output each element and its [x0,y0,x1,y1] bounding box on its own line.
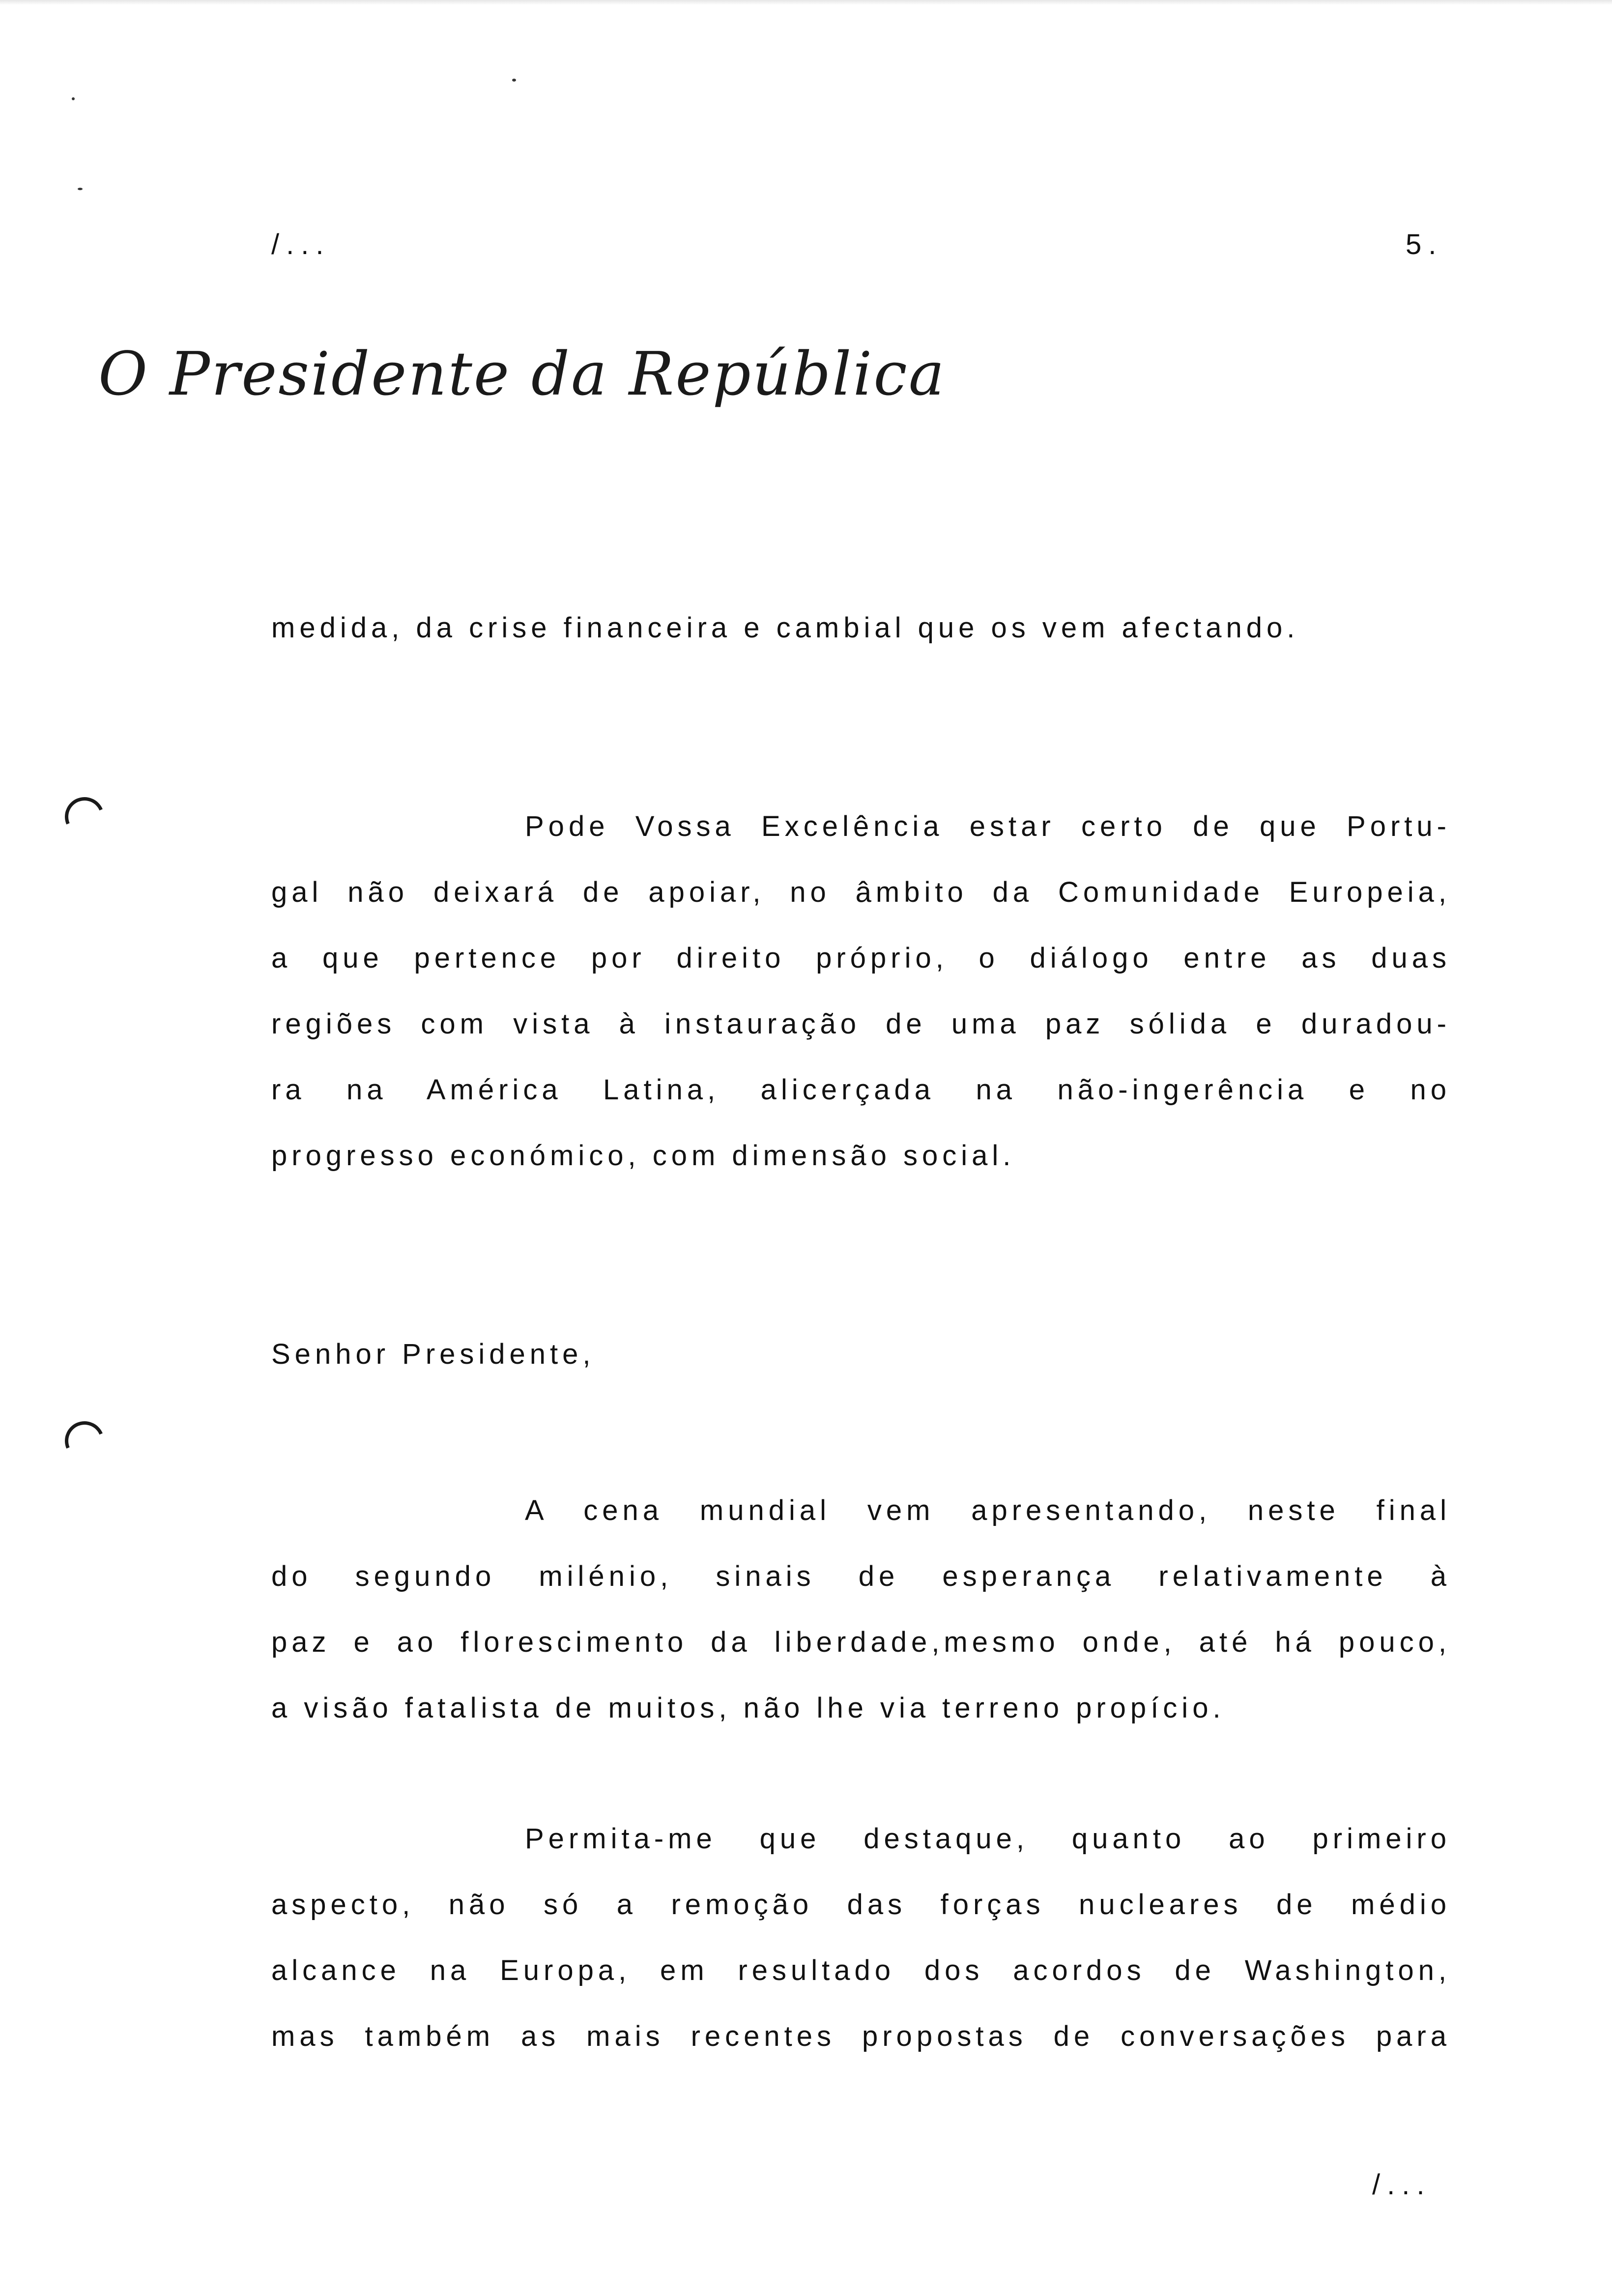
paragraph-line: paz e ao florescimento da liberdade,mesmo onde, até há pouco, [271,1626,1451,1658]
scan-speck [512,79,516,82]
continuation-marker-top: /... [271,229,331,260]
paragraph-line: A cena mundial vem apresentando, neste final [525,1494,1451,1526]
salutation: Senhor Presidente, [271,1338,595,1370]
paragraph-line: alcance na Europa, em resultado dos acordos de Washington, [271,1954,1451,1986]
body-line: medida, da crise financeira e cambial que os vem afectando. [271,612,1299,644]
continuation-marker-bottom: /... [1372,2169,1432,2201]
hole-punch-mark [59,791,110,842]
scan-speck [72,97,75,100]
paragraph-line: Permita-me que destaque, quanto ao primeiro [525,1823,1451,1855]
paragraph-line: Pode Vossa Excelência estar certo de que Portu- [525,810,1451,842]
hole-punch-mark [59,1415,110,1466]
paragraph-line: a que pertence por direito próprio, o diálogo entre as duas [271,942,1451,974]
letterhead-title: O Presidente da República [98,339,946,409]
page-number: 5. [1406,229,1443,260]
paragraph-line: gal não deixará de apoiar, no âmbito da Comunidade Europeia, [271,876,1451,908]
paragraph-line: mas também as mais recentes propostas de conversações para [271,2020,1451,2052]
paragraph-line: a visão fatalista de muitos, não lhe via terreno propício. [271,1692,1225,1724]
paragraph-line: do segundo milénio, sinais de esperança relativamente à [271,1560,1451,1592]
scan-speck [78,188,83,190]
paragraph-line: regiões com vista à instauração de uma paz sólida e duradou- [271,1008,1451,1040]
paragraph-line: aspecto, não só a remoção das forças nucleares de médio [271,1889,1451,1921]
paragraph-line: ra na América Latina, alicerçada na não-ingerência e no [271,1074,1451,1106]
scan-edge-shadow [0,0,1612,5]
paragraph-line: progresso económico, com dimensão social. [271,1140,1015,1172]
